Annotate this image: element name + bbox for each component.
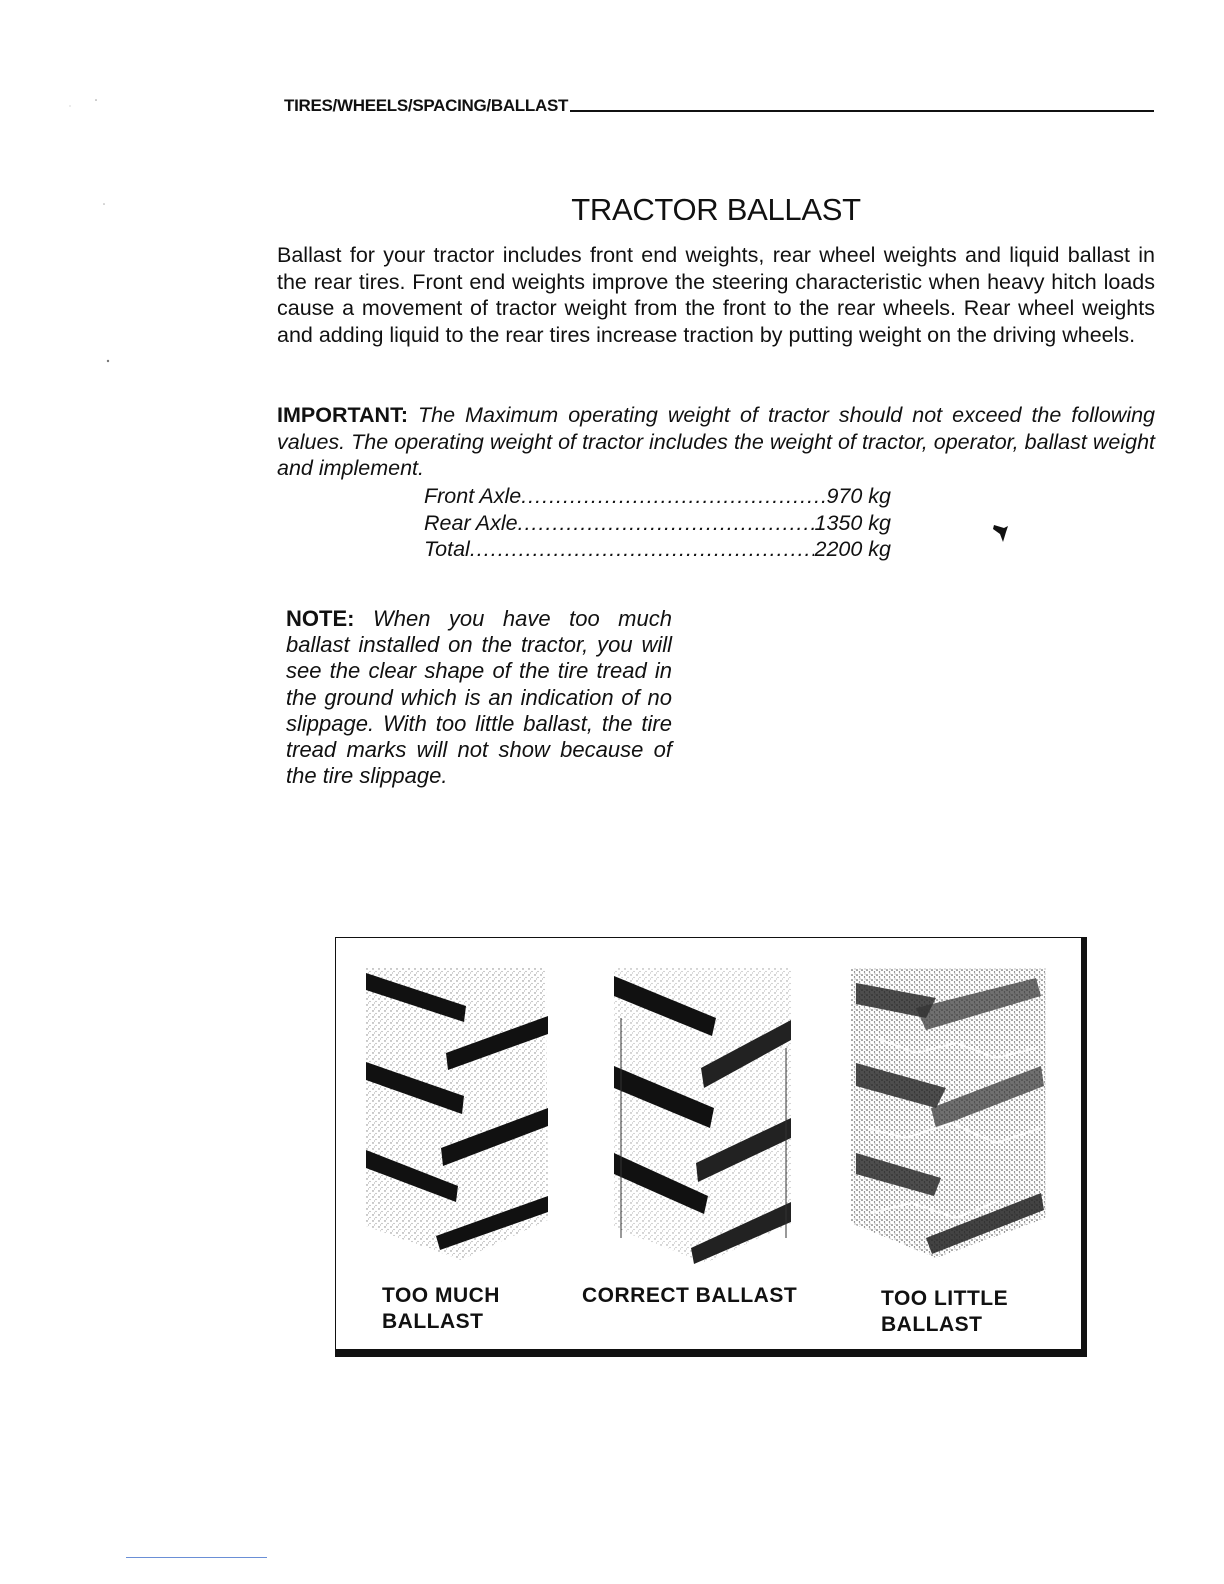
weight-label: Total [424, 537, 470, 561]
weight-row-total [424, 536, 891, 563]
caption-line: BALLAST [881, 1313, 983, 1336]
important-text: The Maximum operating weight of tractor should not exceed the following values. The operating weight of tractor includes the weight of tractor, operator, ballast weight and implement. [277, 403, 1156, 480]
caption-line: CORRECT BALLAST [582, 1284, 798, 1307]
caption-line: TOO MUCH [382, 1284, 500, 1307]
caption-line: BALLAST [382, 1310, 484, 1333]
intro-paragraph: Ballast for your tractor includes front end weights, rear wheel weights and liquid ballast in the rear tires. Front end weights improve the steering characteristic when heavy hitch loads cause a movement of tractor weight from the front to the rear wheels. Rear wheel weights and adding liquid to the rear tires increase traction by putting weight on the driving wheels. [277, 243, 1155, 347]
too-little-ballast-tread [851, 968, 1046, 1258]
footer-rule [126, 1557, 267, 1558]
weight-value: 970 kg [826, 484, 891, 508]
scan-specks [0, 0, 200, 400]
leader-dots [470, 536, 815, 563]
ink-blot-icon [992, 522, 1010, 544]
page-header [284, 90, 1154, 116]
header-rule [570, 110, 1154, 112]
weight-row-front [424, 483, 891, 510]
leader-dots [521, 483, 826, 510]
caption-line: TOO LITTLE [881, 1287, 1009, 1310]
too-much-ballast-tread [366, 968, 548, 1260]
note-label: NOTE: [286, 606, 355, 631]
weight-value: 2200 kg [814, 537, 891, 561]
section-title: TIRES/WHEELS/SPACING/BALLAST [284, 96, 569, 115]
weight-row-rear [424, 510, 891, 537]
caption-too-much-ballast [382, 1283, 500, 1335]
weight-label: Front Axle [424, 484, 522, 508]
caption-correct-ballast [582, 1283, 797, 1309]
page-title: TRACTOR BALLAST [571, 192, 861, 227]
caption-too-little-ballast [881, 1286, 1008, 1338]
note-text: When you have too much ballast installed on the tractor, you will see the clear shape of the tire tread in the ground which is an indication of no slippage. With too little ballast, the tire tread marks will not show because of the tire slippage. [286, 606, 672, 789]
weight-table [424, 483, 891, 563]
leader-dots [518, 510, 815, 537]
weight-value: 1350 kg [814, 510, 891, 535]
tread-comparison-figure [335, 937, 1087, 1357]
important-label: IMPORTANT: [277, 403, 408, 427]
weight-label: Rear Axle [424, 510, 518, 535]
important-paragraph [277, 402, 1155, 482]
correct-ballast-tread [614, 968, 791, 1264]
note-paragraph [286, 606, 672, 789]
